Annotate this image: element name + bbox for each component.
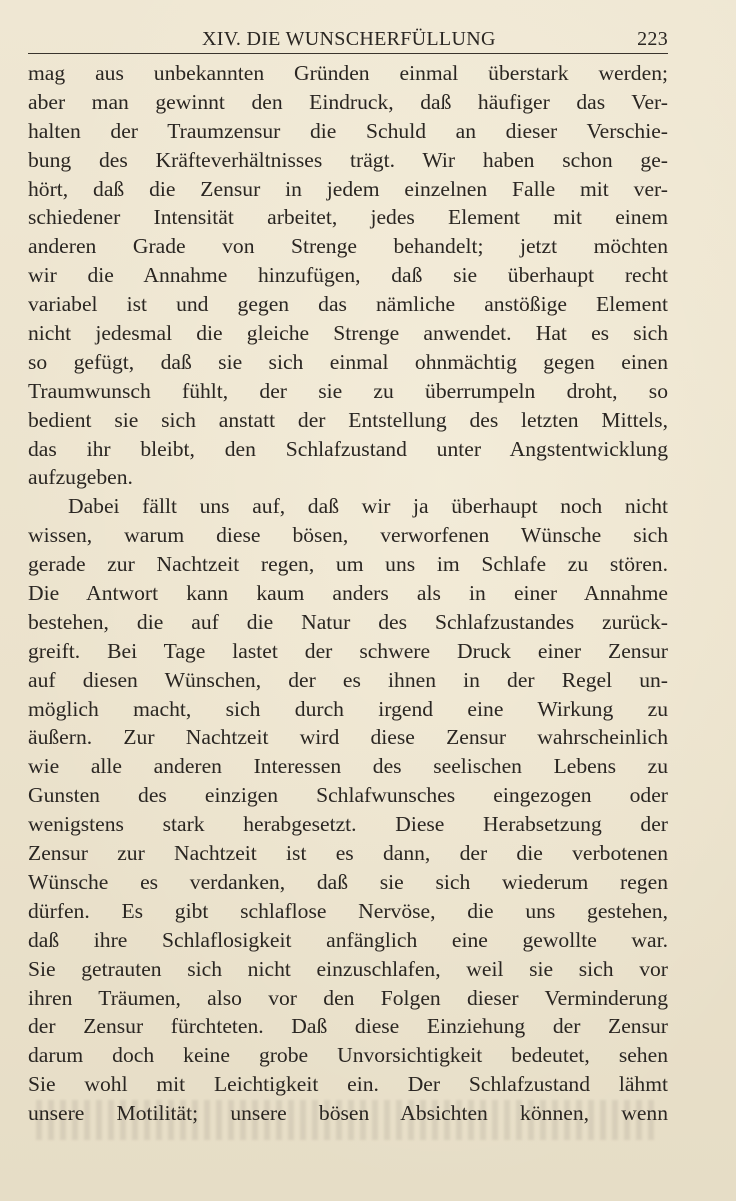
text-line: wenigstens stark herabgesetzt. Diese Herabsetzung der [28, 812, 668, 837]
text-line: dürfen. Es gibt schlaflose Nervöse, die uns gestehen, [28, 898, 668, 923]
text-line: hört, daß die Zensur in jedem einzelnen Falle mit ver- [28, 176, 668, 201]
show-through-text [36, 1100, 656, 1140]
text-line: schiedener Intensität arbeitet, jedes Element mit einem [28, 205, 668, 230]
text-line: halten der Traumzensur die Schuld an dieser Verschie- [28, 118, 668, 143]
text-line: Zensur zur Nachtzeit ist es dann, der die verbotenen [28, 841, 668, 866]
header-rule [28, 53, 668, 54]
text-line: gerade zur Nachtzeit regen, um uns im Schlafe zu stören. [28, 552, 668, 577]
text-line: nicht jedesmal die gleiche Strenge anwendet. Hat es sich [28, 321, 668, 346]
text-line: unsere Motilität; unsere bösen Absichten können, wenn [28, 1101, 668, 1126]
body-text [28, 59, 668, 1128]
text-line: möglich macht, sich durch irgend eine Wirkung zu [28, 696, 668, 721]
text-line: aufzugeben. [28, 465, 133, 490]
text-line: wie alle anderen Interessen des seelischen Lebens zu [28, 754, 668, 779]
text-line: ihren Träumen, also vor den Folgen dieser Verminderung [28, 985, 668, 1010]
text-line: greift. Bei Tage lastet der schwere Druck einer Zensur [28, 638, 668, 663]
text-line: Dabei fällt uns auf, daß wir ja überhaupt noch nicht [68, 494, 668, 519]
text-line: wissen, warum diese bösen, verworfenen Wünsche sich [28, 523, 668, 548]
text-line: das ihr bleibt, den Schlafzustand unter Angstentwicklung [28, 436, 668, 461]
text-line: so gefügt, daß sie sich einmal ohnmächtig gegen einen [28, 349, 668, 374]
page-number: 223 [637, 28, 668, 50]
text-line: variabel ist und gegen das nämliche anstößige Element [28, 292, 668, 317]
text-line: mag aus unbekannten Gründen einmal überstark werden; [28, 61, 668, 85]
text-line: bung des Kräfteverhältnisses trägt. Wir haben schon ge- [28, 147, 668, 172]
running-header [28, 28, 668, 50]
text-line: wir die Annahme hinzufügen, daß sie überhaupt recht [28, 263, 668, 288]
text-line: Die Antwort kann kaum anders als in einer Annahme [28, 581, 668, 606]
text-line: Wünsche es verdanken, daß sie sich wiederum regen [28, 869, 668, 894]
text-line: Traumwunsch fühlt, der sie zu überrumpeln droht, so [28, 378, 668, 403]
text-line: äußern. Zur Nachtzeit wird diese Zensur wahrscheinlich [28, 725, 668, 750]
text-line: bedient sie sich anstatt der Entstellung des letzten Mittels, [28, 407, 668, 432]
text-line: anderen Grade von Strenge behandelt; jetzt möchten [28, 234, 668, 259]
text-line: Sie wohl mit Leichtigkeit ein. Der Schlafzustand lähmt [28, 1072, 668, 1097]
text-line: Sie getrauten sich nicht einzuschlafen, weil sie sich vor [28, 956, 668, 981]
text-line: aber man gewinnt den Eindruck, daß häufiger das Ver- [28, 89, 668, 114]
text-line: auf diesen Wünschen, der es ihnen in der Regel un- [28, 667, 668, 692]
chapter-title: XIV. DIE WUNSCHERFÜLLUNG [202, 28, 496, 50]
text-line: darum doch keine grobe Unvorsichtigkeit bedeutet, sehen [28, 1043, 668, 1068]
text-line: bestehen, die auf die Natur des Schlafzustandes zurück- [28, 609, 668, 634]
text-line: daß ihre Schlaflosigkeit anfänglich eine gewollte war. [28, 927, 668, 952]
text-line: Gunsten des einzigen Schlafwunsches eingezogen oder [28, 783, 668, 808]
text-line: der Zensur fürchteten. Daß diese Einziehung der Zensur [28, 1014, 668, 1039]
